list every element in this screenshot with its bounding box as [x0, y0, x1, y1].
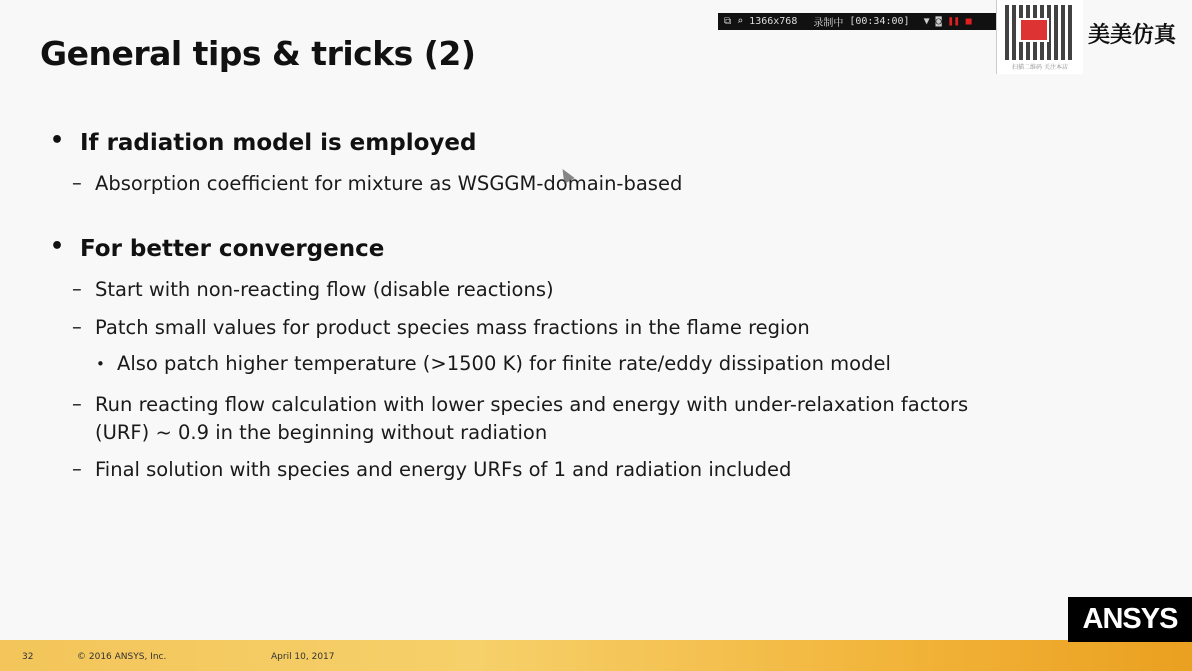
slide-footer — [0, 640, 1192, 671]
copyright: © 2016 ANSYS, Inc. — [77, 652, 167, 662]
bullet-icon: • — [50, 234, 65, 259]
bullet-icon: • — [96, 355, 105, 373]
zoom-icon[interactable]: ⌕ — [737, 16, 744, 27]
pause-icon[interactable]: ❚❚ — [947, 16, 960, 27]
section-heading-radiation: If radiation model is employed — [80, 130, 477, 156]
dash-icon: – — [72, 392, 82, 415]
slide-title: General tips & tricks (2) — [40, 34, 476, 73]
list-item-continuation: (URF) ~ 0.9 in the beginning without radiation — [95, 421, 548, 444]
camera-icon[interactable]: ◙ — [935, 16, 942, 27]
list-item: Absorption coefficient for mixture as WSGGM-domain-based — [95, 172, 683, 195]
window-icon[interactable]: ⧉ — [724, 16, 732, 27]
dash-icon: – — [72, 277, 82, 300]
list-item: Patch small values for product species mass fractions in the flame region — [95, 316, 810, 339]
dash-icon: – — [72, 315, 82, 338]
qr-logo-icon — [1019, 18, 1049, 42]
section-heading-convergence: For better convergence — [80, 236, 385, 262]
dash-icon: – — [72, 171, 82, 194]
recorder-status: 录制中 — [813, 18, 844, 29]
ansys-logo: ANSYS — [1068, 597, 1192, 642]
stop-icon[interactable]: ■ — [965, 16, 972, 27]
bullet-icon: • — [50, 128, 65, 153]
list-item: Start with non-reacting flow (disable reactions) — [95, 278, 554, 301]
footer-date: April 10, 2017 — [271, 652, 335, 662]
watermark-brand: 美美仿真 — [1088, 23, 1177, 48]
qr-caption: 扫描二维码 关注本店 — [1012, 64, 1068, 71]
sub-list-item: Also patch higher temperature (>1500 K) for finite rate/eddy dissipation model — [117, 352, 891, 375]
dropdown-icon[interactable]: ▼ — [923, 16, 930, 27]
recorder-time: [00:34:00] — [849, 16, 910, 27]
list-item: Run reacting flow calculation with lower species and energy with under-relaxation factors — [95, 393, 969, 416]
dash-icon: – — [72, 457, 82, 480]
recorder-toolbar[interactable] — [718, 13, 998, 30]
list-item: Final solution with species and energy URFs of 1 and radiation included — [95, 458, 792, 481]
page-number: 32 — [22, 652, 34, 662]
recorder-resolution: 1366x768 — [749, 16, 798, 27]
qr-code-panel — [996, 0, 1083, 74]
